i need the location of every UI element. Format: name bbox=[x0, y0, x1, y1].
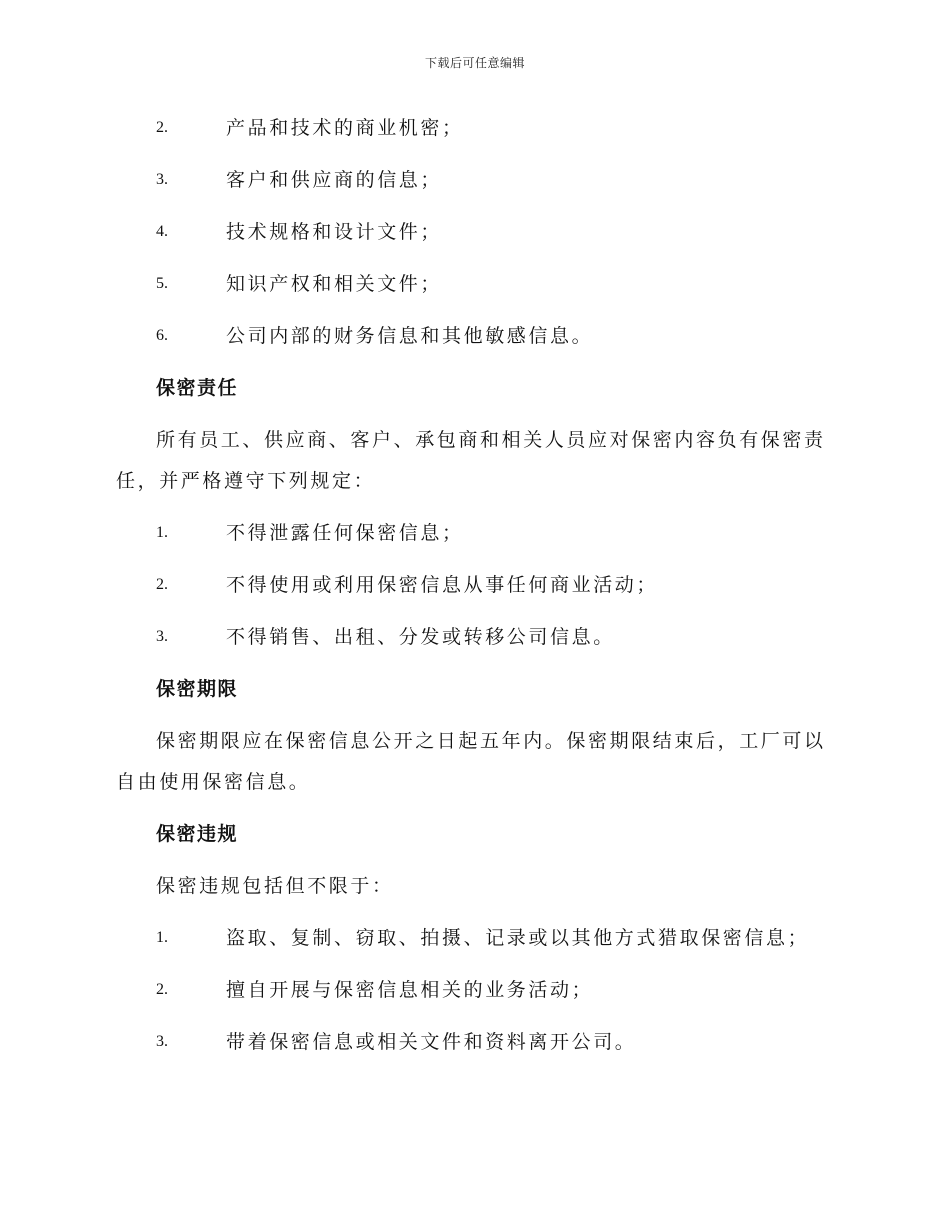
list-item bbox=[116, 1022, 836, 1074]
list-item bbox=[116, 565, 836, 617]
list-item bbox=[116, 918, 836, 970]
section-paragraph-violation: 保密违规包括但不限于： bbox=[156, 875, 394, 897]
section-paragraph-period: 保密期限应在保密信息公开之日起五年内。保密期限结束后，工厂可以自由使用保密信息。 bbox=[116, 730, 826, 793]
list-item bbox=[116, 264, 836, 316]
list-item-number: 3. bbox=[156, 1033, 168, 1050]
list-item-text: 擅自开展与保密信息相关的业务活动； bbox=[226, 979, 594, 1001]
list-item-text: 知识产权和相关文件； bbox=[226, 273, 443, 295]
page-header: 下载后可任意编辑 bbox=[424, 56, 525, 70]
list-item-text: 盗取、复制、窃取、拍摄、记录或以其他方式猎取保密信息； bbox=[226, 927, 810, 949]
list-item-number: 6. bbox=[156, 327, 168, 344]
list-item bbox=[116, 617, 836, 669]
list-item bbox=[116, 212, 836, 264]
list-item-text: 不得泄露任何保密信息； bbox=[226, 522, 464, 544]
list-item bbox=[116, 160, 836, 212]
section-heading-period: 保密期限 bbox=[156, 678, 239, 700]
list-item-number: 2. bbox=[156, 576, 168, 593]
list-item-number: 4. bbox=[156, 223, 168, 240]
list-item bbox=[116, 316, 836, 368]
list-item-text: 不得销售、出租、分发或转移公司信息。 bbox=[226, 626, 615, 648]
list-item bbox=[116, 970, 836, 1022]
list-item bbox=[116, 513, 836, 565]
section-paragraph-responsibility: 所有员工、供应商、客户、承包商和相关人员应对保密内容负有保密责任，并严格遵守下列规定： bbox=[116, 429, 826, 492]
document-body bbox=[116, 108, 836, 1074]
list-item bbox=[116, 108, 836, 160]
list-item-text: 技术规格和设计文件； bbox=[226, 221, 443, 243]
list-item-number: 1. bbox=[156, 929, 168, 946]
list-item-number: 3. bbox=[156, 171, 168, 188]
section-heading-responsibility: 保密责任 bbox=[156, 377, 239, 399]
list-item-number: 5. bbox=[156, 275, 168, 292]
list-item-text: 产品和技术的商业机密； bbox=[226, 117, 464, 139]
list-item-text: 不得使用或利用保密信息从事任何商业活动； bbox=[226, 574, 659, 596]
section-heading-violation: 保密违规 bbox=[156, 823, 239, 845]
list-item-text: 客户和供应商的信息； bbox=[226, 169, 443, 191]
list-item-number: 2. bbox=[156, 119, 168, 136]
list-item-text: 带着保密信息或相关文件和资料离开公司。 bbox=[226, 1031, 637, 1053]
list-item-text: 公司内部的财务信息和其他敏感信息。 bbox=[226, 325, 594, 347]
list-item-number: 1. bbox=[156, 524, 168, 541]
list-item-number: 2. bbox=[156, 981, 168, 998]
list-item-number: 3. bbox=[156, 628, 168, 645]
